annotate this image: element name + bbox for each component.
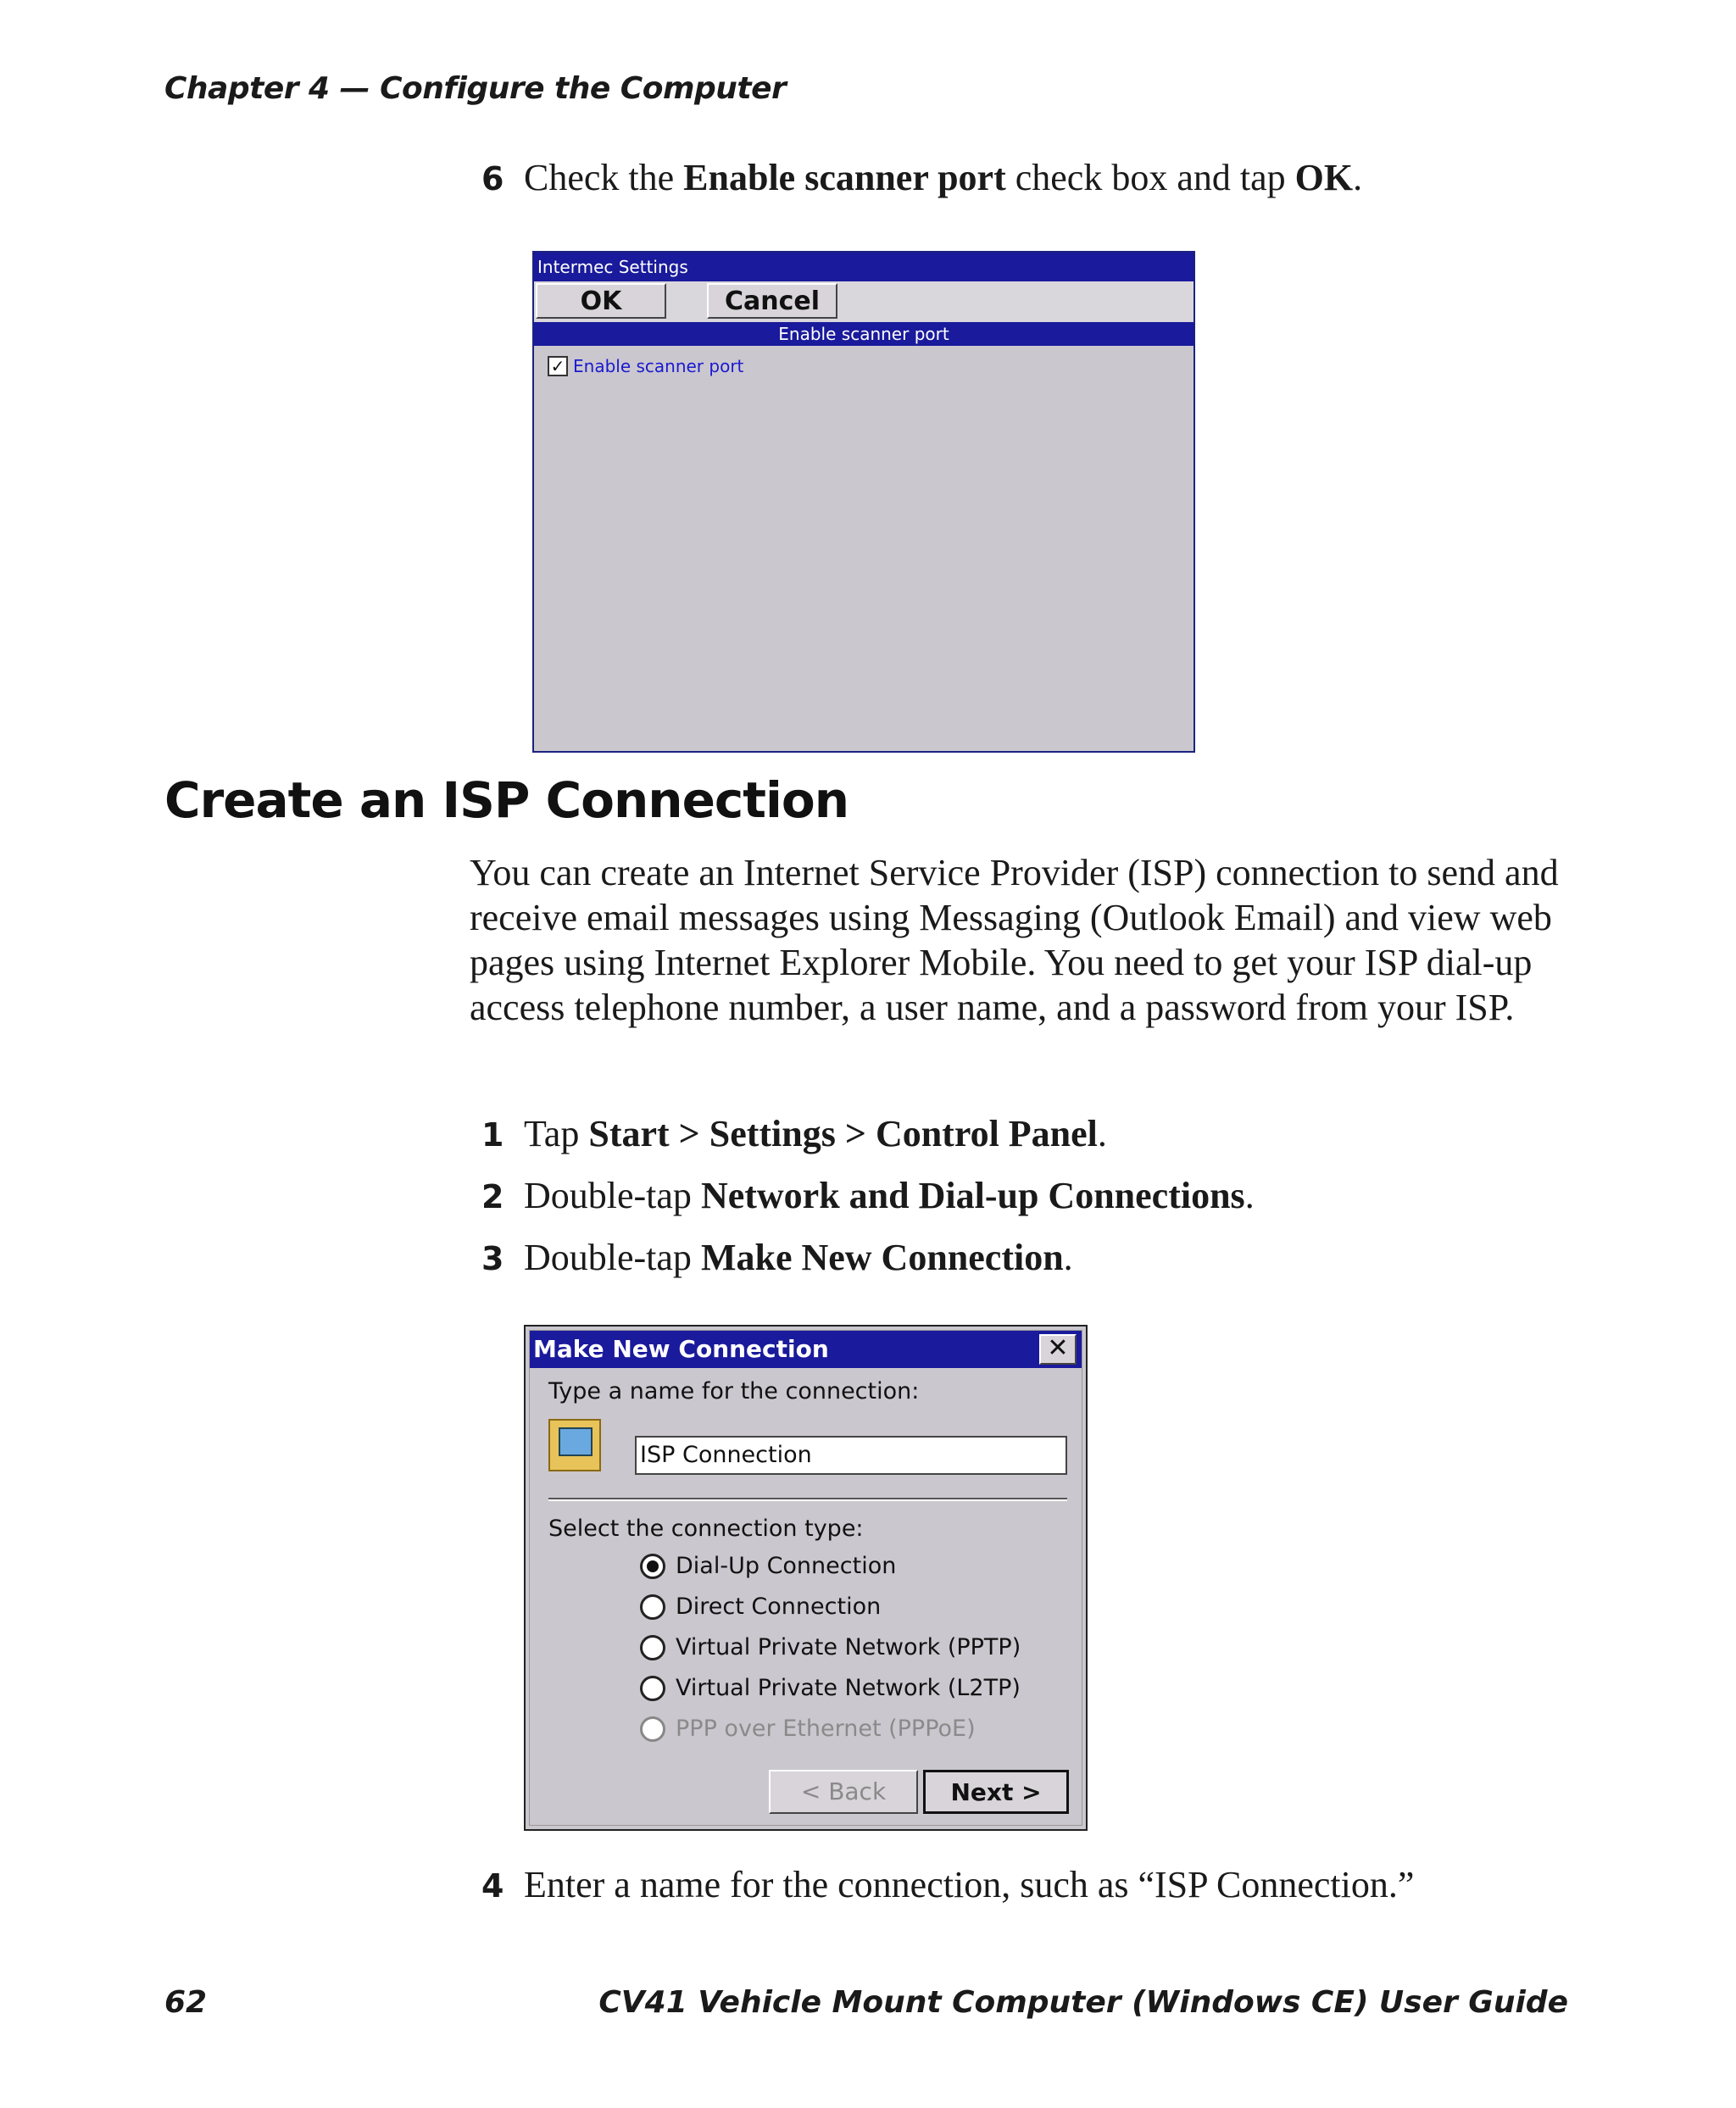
page-number: 62 [164,1985,208,2020]
enable-scanner-port-checkbox[interactable]: ✓ [548,356,568,376]
option-dial-up[interactable] [640,1553,896,1579]
step-number: 3 [481,1240,504,1277]
dialog-title: Intermec Settings [534,253,1194,281]
step-text: Tap [524,1113,589,1154]
step-4 [481,1861,1414,1910]
step-1 [481,1110,1107,1159]
step-number: 1 [481,1116,504,1154]
step-text: Double-tap [524,1237,701,1278]
ok-button[interactable]: OK [536,283,666,319]
option-label: Direct Connection [676,1594,882,1620]
intro-paragraph: You can create an Internet Service Provider (ISP) connection to send and receive email messages using Messaging (Outlook Email) and view web pages using Internet Explorer Mobile. You need to get your ISP dial-up access telephone number, a user name, and a password from your ISP. [470,852,1559,1028]
step-bold: Make New Connection [700,1237,1064,1278]
option-label: Virtual Private Network (L2TP) [676,1675,1021,1701]
back-button: < Back [769,1770,918,1814]
step-text: . [1353,157,1363,198]
step-bold: Start [588,1113,670,1154]
chapter-header: Chapter 4 — Configure the Computer [164,71,787,106]
option-label: Virtual Private Network (PPTP) [676,1634,1021,1660]
radio-icon[interactable] [640,1594,665,1620]
cancel-button[interactable]: Cancel [707,283,837,319]
type-prompt: Select the connection type: [548,1516,864,1542]
checkbox-label[interactable]: Enable scanner port [573,356,744,376]
guide-title: CV41 Vehicle Mount Computer (Windows CE) User Guide [598,1985,1568,2020]
step-text: Enter a name for the connection, such as “ISP Connection.” [524,1864,1415,1905]
intermec-settings-screenshot [532,251,1195,753]
section-bar: Enable scanner port [534,322,1194,346]
monitor-icon [559,1427,593,1456]
step-bold: OK [1294,157,1354,198]
connection-name-input[interactable]: ISP Connection [635,1436,1067,1475]
step-bold: Enable scanner port [683,157,1006,198]
step-text: Check the [524,157,684,198]
step-text: . [1244,1175,1255,1216]
step-separator: > [669,1113,709,1154]
step-number: 2 [481,1178,504,1215]
step-text: . [1097,1113,1107,1154]
option-direct[interactable] [640,1594,881,1620]
step-3 [481,1234,1073,1282]
step-number: 6 [481,160,504,197]
enable-scanner-port-row[interactable] [548,356,743,376]
divider [548,1498,1067,1501]
name-prompt: Type a name for the connection: [548,1378,920,1404]
close-icon[interactable]: ✕ [1039,1334,1077,1365]
step-text: Double-tap [524,1175,701,1216]
step-bold: Control Panel [875,1113,1098,1154]
dialog-title: Make New Connection [530,1331,1082,1368]
option-vpn-pptp[interactable] [640,1634,1021,1660]
option-label: PPP over Ethernet (PPPoE) [676,1716,976,1742]
radio-icon[interactable] [640,1635,665,1660]
option-pppoe [640,1716,976,1742]
radio-selected-icon[interactable] [640,1554,665,1579]
radio-icon[interactable] [640,1676,665,1701]
step-2 [481,1172,1255,1221]
make-new-connection-screenshot [524,1325,1088,1831]
step-number: 4 [481,1867,504,1905]
step-6 [481,154,1362,203]
step-bold: Settings [709,1113,836,1154]
option-label: Dial-Up Connection [676,1553,897,1579]
next-button[interactable]: Next > [923,1770,1069,1814]
step-text: . [1063,1237,1073,1278]
connection-icon [548,1419,601,1471]
step-separator: > [835,1113,876,1154]
radio-disabled-icon [640,1716,665,1742]
option-vpn-l2tp[interactable] [640,1675,1021,1701]
section-heading: Create an ISP Connection [164,771,849,829]
step-bold: Network and Dial-up Connections [700,1175,1245,1216]
dialog-frame [529,1330,1082,1826]
step-text: check box and tap [1005,157,1295,198]
button-row [534,281,1194,322]
